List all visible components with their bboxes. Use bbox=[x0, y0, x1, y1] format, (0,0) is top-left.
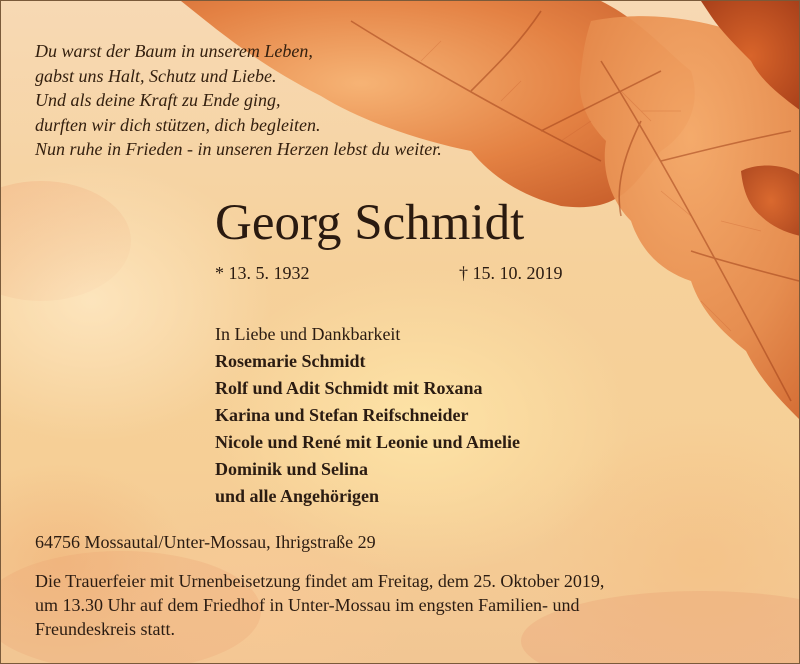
mourner-name: Karina und Stefan Reifschneider bbox=[215, 405, 469, 425]
mourners-intro: In Liebe und Dankbarkeit bbox=[215, 324, 401, 344]
poem-line: gabst uns Halt, Schutz und Liebe. bbox=[35, 65, 277, 86]
mourner-address: 64756 Mossautal/Unter-Mossau, Ihrigstraße 29 bbox=[35, 532, 376, 552]
mourner-name: Nicole und René mit Leonie und Amelie bbox=[215, 432, 520, 452]
poem-line: durften wir dich stützen, dich begleiten. bbox=[35, 114, 321, 135]
memorial-poem bbox=[35, 39, 442, 162]
deceased-name: Georg Schmidt bbox=[215, 195, 525, 251]
poem-line: Nun ruhe in Frieden - in unseren Herzen lebst du weiter. bbox=[35, 139, 442, 159]
service-line: um 13.30 Uhr auf dem Friedhof in Unter-Mossau im engsten Familien- und bbox=[35, 595, 580, 615]
poem-line: Und als deine Kraft zu Ende ging, bbox=[35, 90, 281, 110]
mourners-list bbox=[215, 321, 520, 510]
birth-date: * 13. 5. 1932 bbox=[215, 263, 310, 283]
mourner-name: Rolf und Adit Schmidt mit Roxana bbox=[215, 378, 483, 398]
service-line: Freundeskreis statt. bbox=[35, 619, 175, 639]
mourner-name: und alle Angehörigen bbox=[215, 486, 380, 506]
death-date: † 15. 10. 2019 bbox=[459, 263, 563, 283]
poem-line: Du warst der Baum in unserem Leben, bbox=[35, 41, 313, 61]
mourner-name: Rosemarie Schmidt bbox=[215, 351, 366, 371]
service-line: Die Trauerfeier mit Urnenbeisetzung findet am Freitag, dem 25. Oktober 2019, bbox=[35, 571, 605, 591]
funeral-service-notice bbox=[35, 569, 775, 641]
mourner-name: Dominik und Selina bbox=[215, 459, 369, 479]
